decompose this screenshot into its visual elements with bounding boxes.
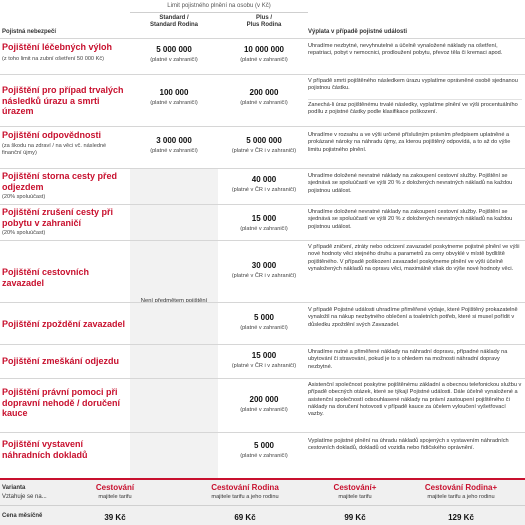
row-title: Pojištění storna cesty před odjezdem <box>2 171 118 192</box>
footer-divider <box>0 505 525 506</box>
col-header-payout: Výplata v případě pojistné události <box>308 29 408 35</box>
row-title: Pojištění cestovních zavazadel <box>2 267 90 288</box>
plus-scope: (platné v ČR i v zahraničí) <box>231 273 297 279</box>
row-description: Asistenční společnost poskytne pojištěnému základní a obecnou telefonickou službu v případě obecných otázek, které se týkají Pojistné události. Dále účelně vynaložené a asistenční společností odsouhlasené náklady na právní zastoupení pojištěného či náklady na doručení hotovosti v případě kauce za účelem vyloučení vyšetřovací vazby. <box>308 382 522 418</box>
row-description: Uhradíme doložené nevratné náklady na zakoupení cestovní služby. Pojištění se sjednává se spoluúčastí ve výši 20 % z doložených nevratných nákladů na každou pojistnou událost. <box>308 173 513 194</box>
plus-scope: (platné v zahraničí) <box>240 100 288 106</box>
variant-label: Varianta <box>2 485 26 491</box>
plus-amount: 5 000 <box>253 313 275 322</box>
table-row <box>0 302 525 344</box>
col-header-standard <box>130 15 218 30</box>
row-description: Uhradíme doložené nevratné náklady na zakoupení cestovní služby. Pojištění se sjednává se spoluúčastí ve výši 20 % z doložených nevratných nákladů na každou pojistnou událost. <box>308 209 513 230</box>
table-row <box>0 38 525 74</box>
plus-scope: (platné v zahraničí) <box>240 226 288 232</box>
row-description: Vyplatíme pojistné plnění na úhradu nákladů spojených s vystavením náhradních cestovních dokladů, dokladů od vozidla nebo řidičského oprávnění. <box>308 438 509 452</box>
row-title: Pojištění zpoždění zavazadel <box>2 319 126 329</box>
col-header-type: Pojistná nebezpečí <box>2 29 57 35</box>
col-header-plus-line2: Plus Rodina <box>246 22 282 29</box>
variant-price: 129 Kč <box>448 513 474 522</box>
col-header-plus <box>220 15 308 30</box>
row-note: (20% spoluúčast) <box>2 230 46 236</box>
row-title: Pojištění právní pomoci při dopravní nehodě / doručení kauce <box>2 387 121 419</box>
table-row <box>0 74 525 126</box>
col-header-standard-line1: Standard / <box>159 15 189 21</box>
table-row <box>0 168 525 204</box>
row-description: Uhradíme v rozsahu a ve výši určené příslušným právním předpisem uplatněné a prokázané nároky na náhradu újmy, za kterou pojištěný odpovídá, a to až do výše limitu pojistného plnění. <box>308 132 511 153</box>
plus-scope: (platné v ČR i v zahraničí) <box>231 363 297 369</box>
relates-label: Vztahuje se na... <box>2 494 47 500</box>
plus-scope: (platné v ČR i v zahraničí) <box>231 187 297 193</box>
plus-amount: 10 000 000 <box>243 45 285 54</box>
variant-scope: majitele tarifu a jeho rodinu <box>211 494 279 500</box>
table-row <box>0 240 525 302</box>
standard-scope: (platné v zahraničí) <box>150 148 198 154</box>
plus-amount: 15 000 <box>251 351 277 360</box>
row-title: Pojištění odpovědnosti <box>2 130 102 140</box>
row-title: Pojištění léčebných výloh <box>2 42 113 52</box>
table-row <box>0 126 525 168</box>
row-description: Uhradíme nezbytné, nevyhnutelné a účelně vynaložené náklady na ošetření, repatriaci, pobyt v nemocnici, prodloužení pobytu, převoz těla či kremaci apod. <box>308 43 503 57</box>
row-title: Pojištění vystavení náhradních dokladů <box>2 439 88 460</box>
plus-scope: (platné v zahraničí) <box>240 57 288 63</box>
col-header-standard-line2: Standard Rodina <box>149 22 198 29</box>
table-row <box>0 432 525 478</box>
variant-name: Cestování Rodina <box>211 483 279 492</box>
table-row <box>0 344 525 378</box>
plus-amount: 40 000 <box>251 175 277 184</box>
plus-amount: 5 000 <box>253 441 275 450</box>
standard-amount: 3 000 000 <box>156 136 192 145</box>
plus-scope: (platné v zahraničí) <box>240 453 288 459</box>
plus-amount: 200 000 <box>249 395 279 404</box>
plus-scope: (platné v ČR i v zahraničí) <box>231 148 297 154</box>
table-row <box>0 378 525 432</box>
price-label: Cena měsíčně <box>2 513 43 519</box>
row-title: Pojištění pro případ trvalých následků úrazu a smrti úrazem <box>2 85 124 117</box>
variant-scope: majitele tarifu <box>98 494 132 500</box>
col-header-plus-line1: Plus / <box>255 15 272 21</box>
variant-price: 69 Kč <box>234 513 256 522</box>
row-note: (z toho limit na zubní ošetření 50 000 Kč) <box>2 56 104 62</box>
plus-amount: 30 000 <box>251 261 277 270</box>
limits-header: Limit pojistného plnění na osobu (v Kč) <box>130 1 308 13</box>
row-description: V případě smrti pojištěného následkem úrazu vyplatíme oprávněné osobě sjednanou pojistnou částku. <box>308 78 518 92</box>
table-row <box>0 204 525 240</box>
row-description: Uhradíme nutné a přiměřené náklady na náhradní dopravu, případné náklady na ubytování či stravování, pokud je to s ohledem na možnosti náhradní dopravy nezbytné. <box>308 349 508 370</box>
variant-scope: majitele tarifu a jeho rodinu <box>427 494 495 500</box>
row-title: Pojištění zrušení cesty při pobytu v zahraničí <box>2 207 114 228</box>
plus-amount: 200 000 <box>249 88 279 97</box>
plus-amount: 15 000 <box>251 214 277 223</box>
not-covered-text: Není předmětem pojištění <box>140 298 208 304</box>
row-note: (20% spoluúčast) <box>2 194 46 200</box>
plus-amount: 5 000 000 <box>246 136 282 145</box>
standard-amount: 5 000 000 <box>156 45 192 54</box>
variant-name: Cestování <box>95 483 135 492</box>
standard-scope: (platné v zahraničí) <box>150 57 198 63</box>
row-title: Pojištění zmeškání odjezdu <box>2 356 120 366</box>
row-description-2: Zanechá-li úraz pojištěnému trvalé následky, vyplatíme plnění ve výši procentuálního podílu z pojistné částky podle klasifikace poškození. <box>308 99 522 117</box>
row-description: V případě Pojistné události uhradíme přiměřené výdaje, které Pojištěný prokazatelně vynaložil na nákup nezbytného oblečení a toaletních potřeb, které si musel pořídit v důsledku zpoždění svých Zavazadel. <box>308 307 518 328</box>
standard-scope: (platné v zahraničí) <box>150 100 198 106</box>
row-note: (za škodu na zdraví / na věci vč. následné finanční újmy) <box>2 143 107 156</box>
row-description: V případě zničení, ztráty nebo odcizení zavazadel poskytneme pojistné plnění ve výši nové hodnoty věci stejného druhu a parametrů za ceny obvyklé v místě bydliště pojištěného. V případě poškození zavazadel poskytneme plnění ve výši účelně vynaložených nákladů na opravu věci, maximálně však do výše nové hodnoty věci. <box>308 244 520 272</box>
plus-scope: (platné v zahraničí) <box>240 325 288 331</box>
pricing-footer <box>0 478 525 525</box>
standard-amount: 100 000 <box>159 88 189 97</box>
variant-name: Cestování Rodina+ <box>424 483 498 492</box>
variant-price: 39 Kč <box>104 513 126 522</box>
variant-price: 99 Kč <box>344 513 366 522</box>
variant-name: Cestování+ <box>333 483 377 492</box>
plus-scope: (platné v zahraničí) <box>240 407 288 413</box>
variant-scope: majitele tarifu <box>338 494 372 500</box>
